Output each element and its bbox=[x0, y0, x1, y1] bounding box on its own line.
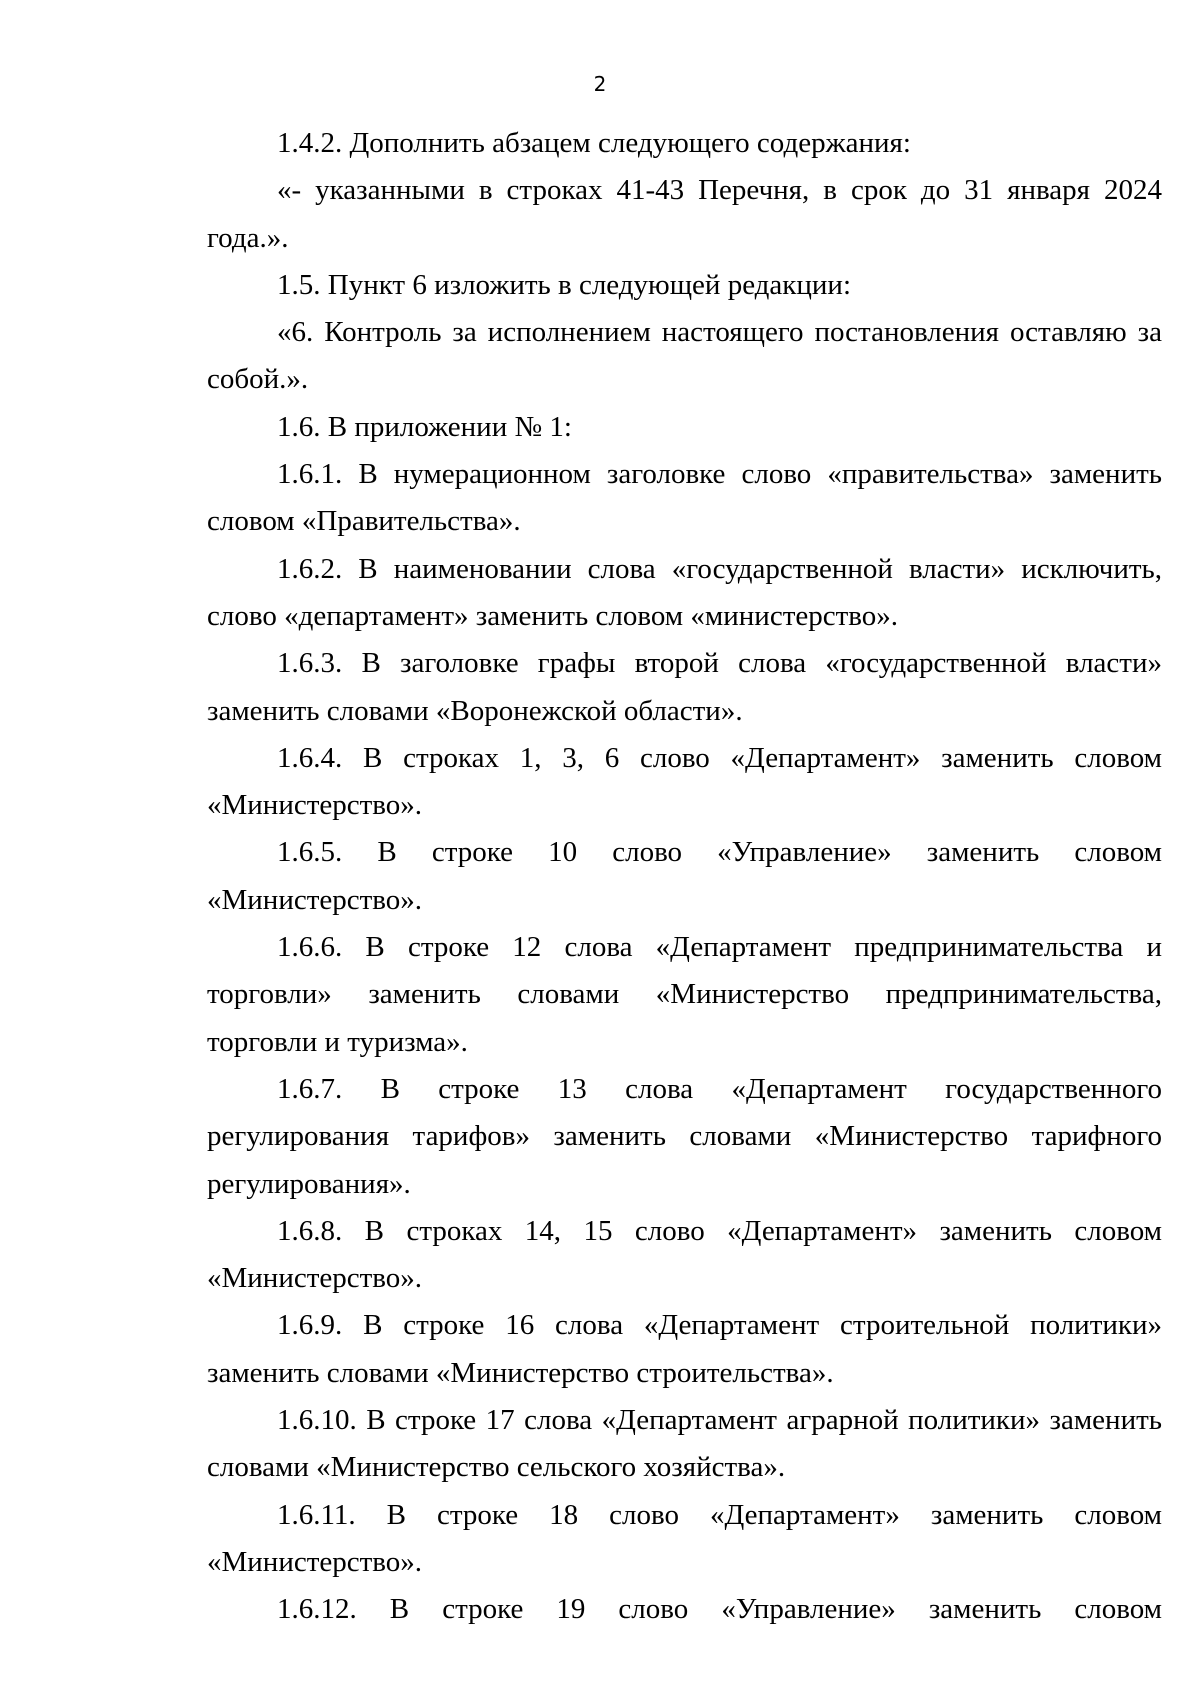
paragraph-1-6-11: 1.6.11. В строке 18 слово «Департамент» заменить словом «Министерство». bbox=[207, 1498, 1162, 1578]
paragraph-1-5: 1.5. Пункт 6 изложить в следующей редакции: bbox=[277, 268, 852, 301]
paragraph-quote-control: «6. Контроль за исполнением настоящего постановления оставляю за собой.». bbox=[207, 316, 1162, 396]
paragraph-1-6-12: 1.6.12. В строке 19 слово «Управление» заменить словом bbox=[277, 1593, 1162, 1626]
paragraph-1-6-3: 1.6.3. В заголовке графы второй слова «государственной власти» заменить словами «Воронежской области». bbox=[207, 647, 1162, 727]
paragraph-1-6-9: 1.6.9. В строке 16 слова «Департамент строительной политики» заменить словами «Министерство строительства». bbox=[207, 1309, 1162, 1389]
paragraph-1-6-1: 1.6.1. В нумерационном заголовке слово «правительства» заменить словом «Правительства». bbox=[207, 458, 1162, 538]
paragraph-1-6-6: 1.6.6. В строке 12 слова «Департамент предпринимательства и торговли» заменить словами «Министерство предпринимательства, торговли и туризма». bbox=[207, 931, 1162, 1058]
paragraph-1-6-5: 1.6.5. В строке 10 слово «Управление» заменить словом «Министерство». bbox=[207, 836, 1162, 916]
paragraph-1-6-10: 1.6.10. В строке 17 слова «Департамент аграрной политики» заменить словами «Министерство сельского хозяйства». bbox=[207, 1404, 1162, 1484]
paragraph-1-6-4: 1.6.4. В строках 1, 3, 6 слово «Департамент» заменить словом «Министерство». bbox=[207, 741, 1162, 822]
document-body bbox=[207, 120, 1162, 1634]
paragraph-1-6-2: 1.6.2. В наименовании слова «государственной власти» исключить, слово «департамент» заменить словом «министерство». bbox=[207, 552, 1162, 632]
paragraph-1-4-2: 1.4.2. Дополнить абзацем следующего содержания: bbox=[277, 127, 911, 159]
paragraph-1-6: 1.6. В приложении № 1: bbox=[277, 410, 572, 443]
paragraph-1-6-7: 1.6.7. В строке 13 слова «Департамент государственного регулирования тарифов» заменить словами «Министерство тарифного регулирования». bbox=[207, 1072, 1162, 1200]
paragraph-1-6-8: 1.6.8. В строках 14, 15 слово «Департамент» заменить словом «Министерство». bbox=[207, 1214, 1162, 1295]
paragraph-quote-deadline: «- указанными в строках 41-43 Перечня, в срок до 31 января 2024 года.». bbox=[207, 174, 1162, 254]
page-number: 2 bbox=[593, 72, 607, 96]
